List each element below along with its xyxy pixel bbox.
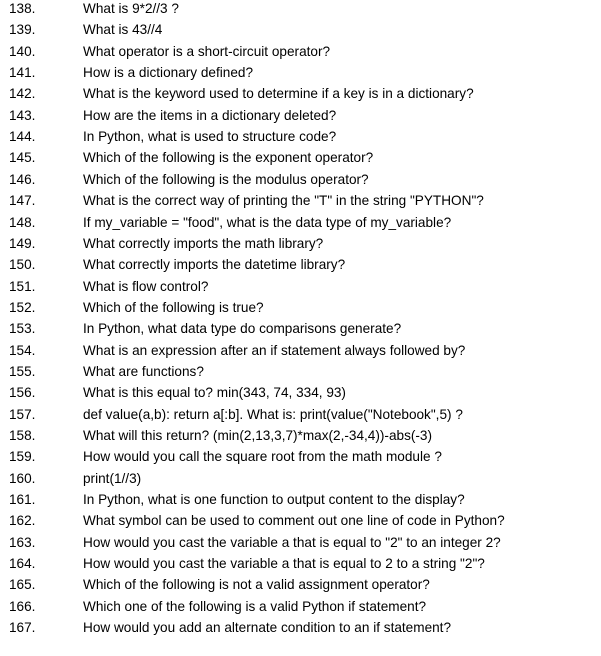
- question-text: What is 43//4: [83, 22, 163, 38]
- question-number: 152.: [9, 299, 36, 315]
- question-number: 157.: [9, 406, 36, 422]
- question-text: What is the keyword used to determine if a key is in a dictionary?: [83, 86, 474, 102]
- question-text: If my_variable = "food", what is the data type of my_variable?: [83, 214, 452, 230]
- question-text: Which one of the following is a valid Python if statement?: [83, 598, 427, 614]
- question-number: 156.: [9, 385, 36, 401]
- question-row: [0, 169, 601, 190]
- question-text: In Python, what data type do comparisons generate?: [83, 321, 402, 337]
- question-row: [0, 62, 601, 83]
- question-number: 165.: [9, 577, 36, 593]
- question-number: 149.: [9, 235, 36, 251]
- question-number: 154.: [9, 342, 36, 358]
- question-text: What will this return? (min(2,13,3,7)*max(2,-34,4))-abs(-3): [83, 428, 433, 443]
- question-row: [0, 404, 601, 425]
- question-text: How would you call the square root from the math module ?: [83, 449, 442, 465]
- question-row: [0, 361, 601, 382]
- question-text: Which of the following is not a valid assignment operator?: [83, 577, 430, 593]
- question-number: 159.: [9, 449, 36, 465]
- question-text: What operator is a short-circuit operator?: [83, 43, 331, 59]
- question-number: 153.: [9, 321, 36, 337]
- question-number: 164.: [9, 556, 36, 572]
- question-row: [0, 596, 601, 617]
- question-text: What is 9*2//3 ?: [83, 1, 179, 16]
- question-row: [0, 489, 601, 510]
- question-text: Which of the following is the modulus operator?: [83, 171, 369, 187]
- question-row: [0, 574, 601, 595]
- question-row: [0, 617, 601, 638]
- question-number: 163.: [9, 534, 36, 550]
- question-number: 160.: [9, 470, 36, 486]
- question-text: What is this equal to? min(343, 74, 334, 93): [83, 385, 346, 401]
- question-text: In Python, what is one function to output content to the display?: [83, 492, 465, 508]
- question-text: What are functions?: [83, 363, 204, 379]
- question-row: [0, 147, 601, 168]
- question-row: [0, 532, 601, 553]
- question-row: [0, 0, 601, 19]
- question-row: [0, 510, 601, 531]
- question-row: [0, 318, 601, 339]
- question-row: [0, 105, 601, 126]
- question-row: [0, 41, 601, 62]
- question-row: [0, 83, 601, 104]
- question-number: 142.: [9, 86, 36, 102]
- question-number: 138.: [9, 1, 36, 16]
- question-number: 144.: [9, 129, 36, 145]
- question-text: What is the correct way of printing the "T" in the string "PYTHON"?: [83, 193, 484, 209]
- question-text: Which of the following is the exponent operator?: [83, 150, 374, 166]
- question-row: [0, 233, 601, 254]
- question-row: [0, 382, 601, 403]
- question-text: What is flow control?: [83, 278, 209, 294]
- question-row: [0, 19, 601, 40]
- question-row: [0, 126, 601, 147]
- question-text: How would you cast the variable a that is equal to "2" to an integer 2?: [83, 534, 501, 550]
- question-text: print(1//3): [83, 470, 142, 486]
- question-text: What symbol can be used to comment out one line of code in Python?: [83, 513, 505, 529]
- question-number: 150.: [9, 257, 36, 273]
- question-number: 162.: [9, 513, 36, 529]
- question-number: 145.: [9, 150, 36, 166]
- question-row: [0, 212, 601, 233]
- question-number: 161.: [9, 492, 36, 508]
- question-row: [0, 297, 601, 318]
- question-row: [0, 468, 601, 489]
- question-number: 167.: [9, 620, 36, 636]
- question-row: [0, 425, 601, 446]
- question-number: 147.: [9, 193, 36, 209]
- question-text: How is a dictionary defined?: [83, 65, 254, 81]
- question-number: 143.: [9, 107, 36, 123]
- question-row: [0, 190, 601, 211]
- question-row: [0, 446, 601, 467]
- question-number: 148.: [9, 214, 36, 230]
- question-number: 141.: [9, 65, 36, 81]
- question-text: Which of the following is true?: [83, 299, 264, 315]
- question-number: 166.: [9, 598, 36, 614]
- question-number: 158.: [9, 428, 36, 443]
- question-row: [0, 276, 601, 297]
- question-text: How would you cast the variable a that is equal to 2 to a string "2"?: [83, 556, 485, 572]
- question-row: [0, 254, 601, 275]
- question-text: What correctly imports the datetime library?: [83, 257, 346, 273]
- question-number: 139.: [9, 22, 36, 38]
- question-row: [0, 340, 601, 361]
- question-row: [0, 553, 601, 574]
- question-text: def value(a,b): return a[:b]. What is: print(value("Notebook",5) ?: [83, 406, 463, 422]
- question-number: 140.: [9, 43, 36, 59]
- question-number: 151.: [9, 278, 36, 294]
- question-number: 155.: [9, 363, 36, 379]
- question-text: What is an expression after an if statement always followed by?: [83, 342, 466, 358]
- question-text: In Python, what is used to structure code?: [83, 129, 337, 145]
- question-text: How are the items in a dictionary deleted?: [83, 107, 337, 123]
- question-text: What correctly imports the math library?: [83, 235, 324, 251]
- question-number: 146.: [9, 171, 36, 187]
- question-text: How would you add an alternate condition to an if statement?: [83, 620, 452, 636]
